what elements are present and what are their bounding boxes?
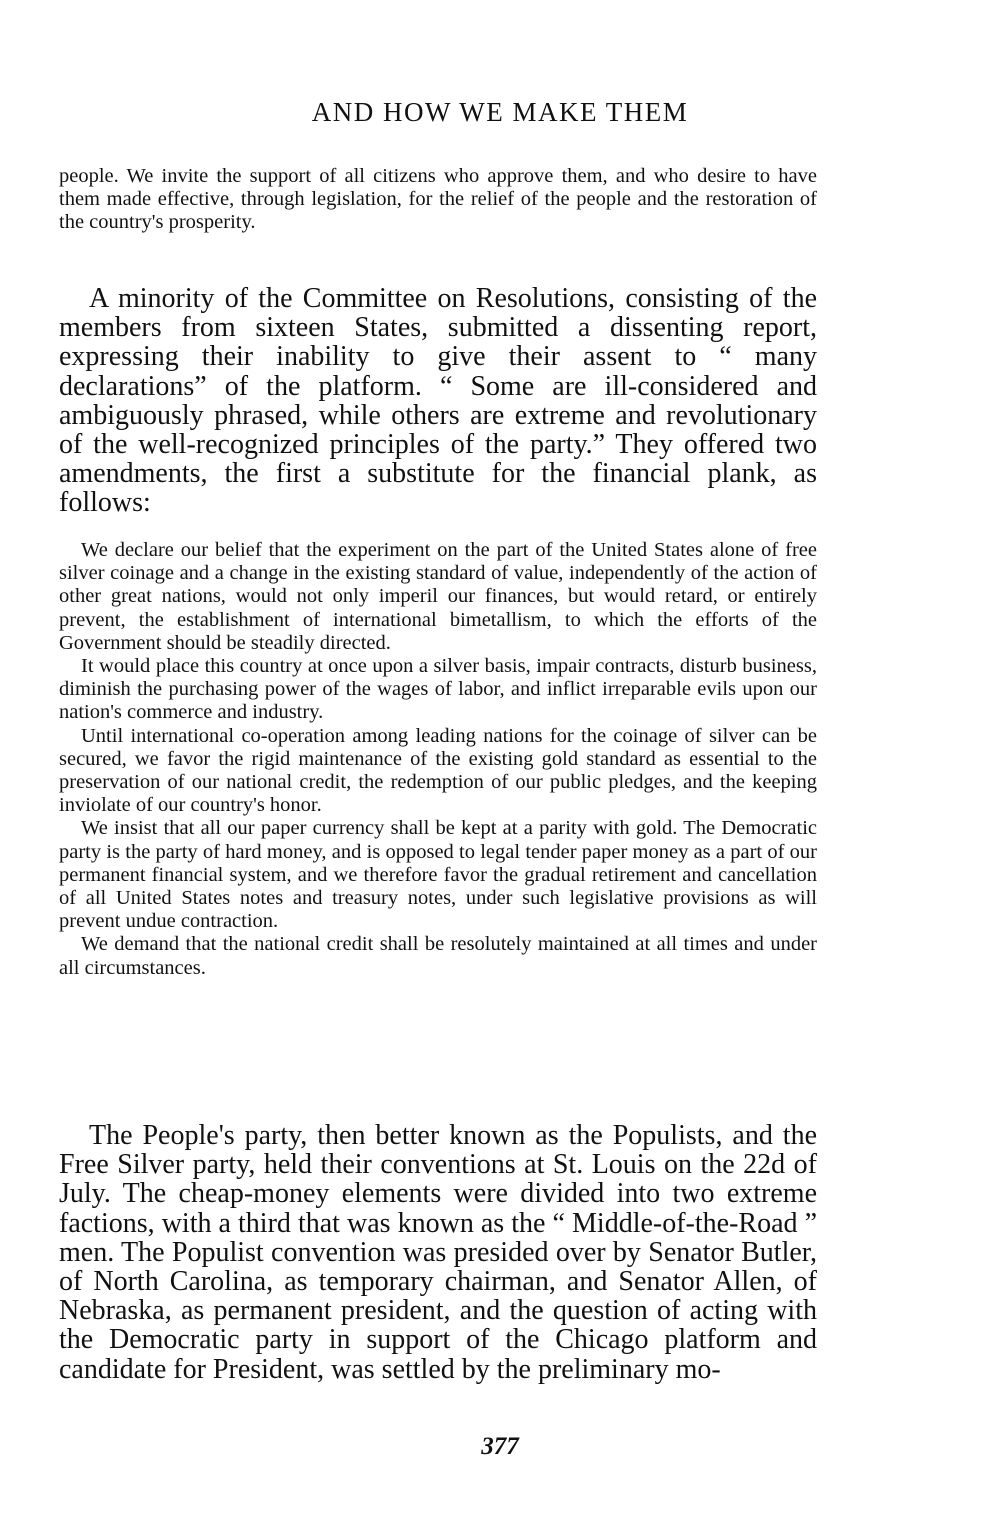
populists-paragraph: [59, 1121, 817, 1384]
page-number: 377: [481, 1433, 519, 1460]
paragraph-text: people. We invite the support of all citizens who approve them, and who desire to have them made effective, through legislation, for the relief of the people and the restoration of the country's prosperity.: [59, 165, 817, 234]
quote-paragraph: It would place this country at once upon a silver basis, impair contracts, disturb business, diminish the purchasing power of the wages of labor, and inflict irreparable evils upon our nation's commerce and industry.: [59, 655, 817, 724]
quote-paragraph: Until international co-operation among leading nations for the coinage of silver can be secured, we favor the rigid maintenance of the existing gold standard as essential to the preservation of our national credit, the redemption of our public pledges, and the keeping inviolate of our country's honor.: [59, 724, 817, 817]
block-quote: [59, 539, 817, 980]
quote-paragraph: We demand that the national credit shall be resolutely maintained at all times and under all circumstances.: [59, 933, 817, 979]
quote-paragraph: We insist that all our paper currency shall be kept at a parity with gold. The Democratic party is the party of hard money, and is opposed to legal tender paper money as a part of our permanent financial system, and we therefore favor the gradual retirement and cancellation of all United States notes and treasury notes, under such legislative provisions as will prevent undue contraction.: [59, 817, 817, 933]
paragraph-text: A minority of the Committee on Resolutions, consisting of the members from sixteen States, submitted a dissenting report, expressing their inability to give their assent to “ many declarations” of the platform. “ Some are ill-considered and ambiguously phrased, while others are extreme and revolutionary of the well-recognized principles of the party.” They offered two amendments, the first a substitute for the financial plank, as follows:: [59, 283, 817, 519]
paragraph-text: The People's party, then better known as the Populists, and the Free Silver party, held their conventions at St. Louis on the 22d of July. The cheap-money elements were divided into two extreme factions, with a third that was known as the “ Middle-of-the-Road ” men. The Populist convention was presided over by Senator Butler, of North Carolina, as temporary chairman, and Senator Allen, of Nebraska, as permanent president, and the question of acting with the Democratic party in support of the Chicago platform and candidate for President, was settled by the preliminary mo-: [59, 1120, 817, 1385]
minority-report-paragraph: [59, 284, 817, 518]
continued-paragraph: [59, 165, 817, 235]
running-head: AND HOW WE MAKE THEM: [311, 97, 689, 127]
quote-paragraph: We declare our belief that the experiment on the part of the United States alone of free silver coinage and a change in the existing standard of value, independently of the action of other great nations, would not only imperil our finances, but would retard, or entirely prevent, the establishment of international bimetallism, to which the efforts of the Government should be steadily directed.: [59, 539, 817, 654]
